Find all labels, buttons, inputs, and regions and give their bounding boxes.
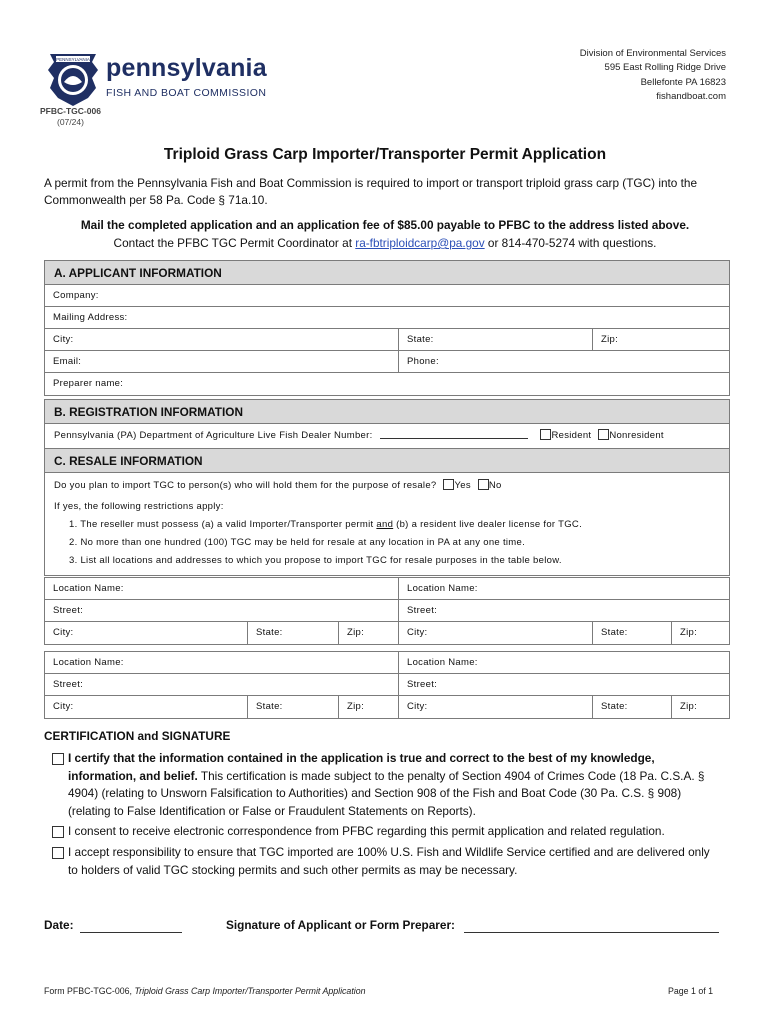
email-field[interactable]: Email: — [53, 356, 82, 367]
street-row — [45, 600, 729, 622]
phone-field[interactable]: Phone: — [398, 351, 731, 372]
state-field[interactable]: State: — [398, 329, 592, 350]
resale-yes-label: Yes — [454, 480, 471, 491]
street-field-3[interactable]: Street: — [53, 679, 84, 690]
restriction-3: 3. List all locations and addresses to which you propose to import TGC for resale purposes in the table below. — [69, 555, 562, 566]
consent-statement — [52, 823, 722, 841]
location-table-2 — [44, 651, 730, 719]
location-name-field-4[interactable]: Location Name: — [398, 652, 731, 673]
responsibility-text: I accept responsibility to ensure that TGC imported are 100% U.S. Fish and Wildlife Service certified and are delivered only to holders of valid TGC stocking permits and such other permits as may be necessary. — [68, 845, 710, 877]
location-name-row — [45, 578, 729, 600]
nonresident-label: Nonresident — [609, 430, 664, 441]
form-date: (07/24) — [57, 117, 84, 127]
city-state-zip-row — [45, 329, 729, 351]
zip-field[interactable]: Zip: — [592, 329, 731, 350]
city-field-4[interactable]: City: — [398, 696, 592, 718]
website: fishandboat.com — [656, 90, 726, 102]
section-a-heading: A. APPLICANT INFORMATION — [45, 261, 729, 285]
dealer-number-row — [45, 424, 729, 448]
mailing-address-field[interactable]: Mailing Address: — [53, 312, 128, 323]
contact-text-before: Contact the PFBC TGC Permit Coordinator at — [113, 236, 352, 250]
dealer-number-input[interactable] — [380, 428, 528, 439]
form-number: PFBC-TGC-006 — [40, 106, 101, 116]
nonresident-checkbox[interactable] — [598, 429, 609, 440]
location-name-field-3[interactable]: Location Name: — [53, 657, 124, 668]
certification-heading: CERTIFICATION and SIGNATURE — [44, 729, 231, 743]
resale-yes-checkbox[interactable] — [443, 479, 454, 490]
contact-address — [580, 47, 726, 104]
mailing-address-row[interactable] — [45, 307, 729, 329]
footer-form-reference — [44, 986, 366, 996]
street-field-1[interactable]: Street: — [53, 605, 84, 616]
preparer-name-field[interactable]: Preparer name: — [53, 378, 124, 389]
restrictions-intro: If yes, the following restrictions apply: — [54, 501, 224, 512]
state-field-2[interactable]: State: — [592, 622, 671, 644]
svg-text:PENNSYLVANIA: PENNSYLVANIA — [56, 57, 90, 62]
resident-checkbox[interactable] — [540, 429, 551, 440]
page-number: Page 1 of 1 — [668, 986, 713, 996]
responsibility-statement — [52, 844, 722, 879]
company-field[interactable]: Company: — [53, 290, 99, 301]
email-phone-row — [45, 351, 729, 373]
location-name-field-1[interactable]: Location Name: — [53, 583, 124, 594]
footer-form-number: Form PFBC-TGC-006, — [44, 986, 132, 996]
street-field-2[interactable]: Street: — [398, 600, 731, 621]
contact-text-after: or 814-470-5274 with questions. — [487, 236, 657, 250]
location-table-1 — [44, 577, 730, 645]
brand-name: pennsylvania — [106, 54, 267, 82]
footer-form-title: Triploid Grass Carp Importer/Transporter Permit Application — [134, 986, 366, 996]
preparer-row[interactable] — [45, 373, 729, 395]
resale-question: Do you plan to import TGC to person(s) who will hold them for the purpose of resale? — [54, 480, 437, 491]
mail-instructions: Mail the completed application and an application fee of $85.00 payable to PFBC to the address listed above. — [80, 218, 690, 232]
dealer-number-label: Pennsylvania (PA) Department of Agriculture Live Fish Dealer Number: — [54, 430, 373, 441]
coordinator-email-link[interactable]: ra-fbtriploidcarp@pa.gov — [355, 236, 485, 250]
intro-paragraph: A permit from the Pennsylvania Fish and Boat Commission is required to import or transport triploid grass carp (TGC) into the Commonwealth per 58 Pa. Code § 71a.10. — [44, 176, 698, 207]
location-name-field-2[interactable]: Location Name: — [398, 578, 731, 599]
consent-checkbox[interactable] — [52, 826, 64, 838]
company-row[interactable] — [45, 285, 729, 307]
certify-checkbox[interactable] — [52, 753, 64, 765]
zip-field-2[interactable]: Zip: — [671, 622, 731, 644]
street-address: 595 East Rolling Ridge Drive — [604, 62, 726, 74]
page-title: Triploid Grass Carp Importer/Transporter Permit Application — [163, 146, 607, 163]
resident-label: Resident — [551, 430, 592, 441]
city-field-3[interactable]: City: — [53, 701, 74, 712]
responsibility-checkbox[interactable] — [52, 847, 64, 859]
city-state-zip-row — [45, 622, 729, 644]
resale-question-row — [45, 479, 729, 493]
state-field-1[interactable]: State: — [247, 622, 338, 644]
zip-field-1[interactable]: Zip: — [338, 622, 398, 644]
street-field-4[interactable]: Street: — [398, 674, 731, 695]
certify-text — [52, 750, 722, 820]
section-resale-information — [44, 448, 730, 576]
certify-rest-text: This certification is made subject to the penalty of Section 4904 of Crimes Code (18 Pa. C.S.A. § 4904) (relating to Unsworn Falsification to Authorities) and Section 908 of the Fish and Boat Code (30 Pa. C.S. § 908) (relating to False Identification or False or Fraudulent Statements on Reports). — [68, 768, 705, 818]
restriction-1-and: and — [376, 519, 394, 530]
signature-input[interactable] — [464, 932, 719, 933]
zip-field-4[interactable]: Zip: — [671, 696, 731, 718]
state-field-4[interactable]: State: — [592, 696, 671, 718]
restriction-2: 2. No more than one hundred (100) TGC may be held for resale at any location in PA at any one time. — [69, 537, 526, 548]
brand-subtitle: FISH AND BOAT COMMISSION — [106, 87, 267, 99]
resale-no-checkbox[interactable] — [478, 479, 489, 490]
city-address: Bellefonte PA 16823 — [640, 76, 726, 88]
resale-no-label: No — [488, 480, 502, 491]
location-name-row — [45, 652, 729, 674]
city-field-2[interactable]: City: — [398, 622, 592, 644]
state-field-3[interactable]: State: — [247, 696, 338, 718]
consent-text: I consent to receive electronic correspondence from PFBC regarding this permit application and related regulation. — [68, 824, 665, 838]
section-applicant-information — [44, 260, 730, 396]
city-field-1[interactable]: City: — [53, 627, 74, 638]
city-field[interactable]: City: — [53, 334, 74, 345]
certify-bold-text: I certify that the information contained in the application is true and correct to the best of my knowledge, information, and belief. — [68, 751, 655, 783]
restriction-1-part-2: (b) a resident live dealer license for TGC. — [396, 519, 583, 530]
zip-field-3[interactable]: Zip: — [338, 696, 398, 718]
date-input[interactable] — [80, 932, 182, 933]
restriction-1 — [45, 518, 729, 532]
section-b-heading: B. REGISTRATION INFORMATION — [45, 400, 729, 424]
contact-instructions — [0, 236, 770, 250]
date-label: Date: — [44, 918, 74, 932]
pfbc-keystone-logo — [44, 48, 102, 108]
city-state-zip-row — [45, 696, 729, 718]
restriction-1-part-1: 1. The reseller must possess (a) a valid Importer/Transporter permit — [69, 519, 374, 530]
section-c-heading: C. RESALE INFORMATION — [45, 449, 729, 473]
signature-label: Signature of Applicant or Form Preparer: — [226, 918, 455, 932]
street-row — [45, 674, 729, 696]
certify-statement — [52, 750, 722, 820]
division-name: Division of Environmental Services — [579, 48, 726, 59]
section-registration-information — [44, 399, 730, 449]
